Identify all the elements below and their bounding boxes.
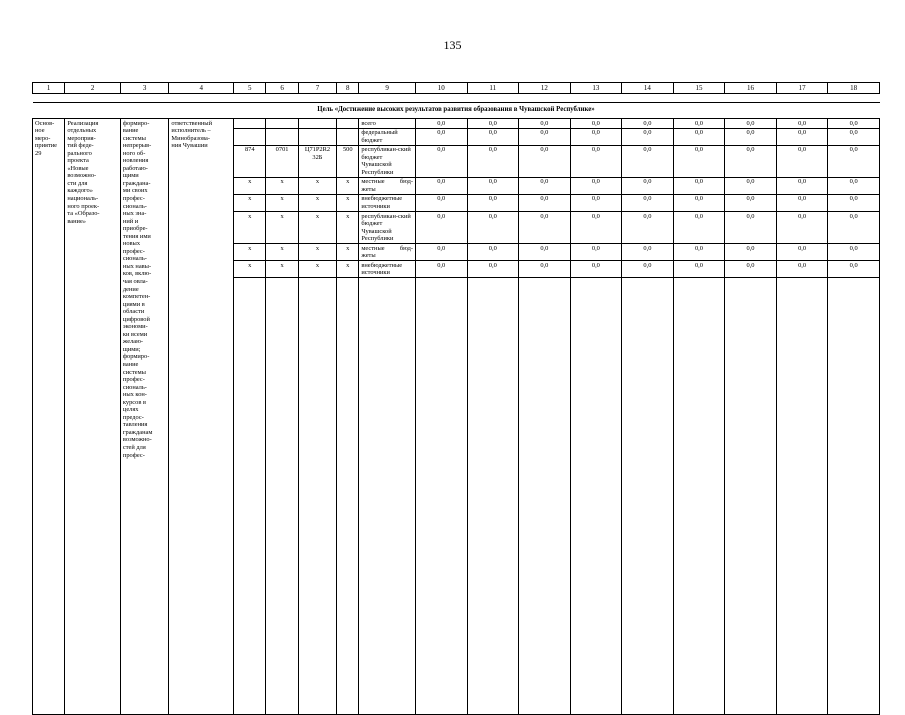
column-number-4: 4 [169, 83, 234, 94]
column-number-3: 3 [120, 83, 169, 94]
funding-source: республикан-ский бюджет Чувашской Республики [359, 212, 416, 244]
column-number-7: 7 [298, 83, 336, 94]
col3-line: профес- [122, 247, 145, 255]
value-cell: 0,0 [725, 244, 777, 261]
filler-cell [266, 278, 298, 715]
value-cell: 0,0 [776, 261, 828, 278]
col3-line: ного об- [122, 149, 146, 157]
col3-line: компетен- [122, 293, 151, 301]
col2-line: отдельных [67, 127, 97, 135]
column-number-15: 15 [673, 83, 725, 94]
col3-line: новления [122, 157, 149, 165]
value-cell: 0,0 [776, 244, 828, 261]
value-cell: 0,0 [828, 128, 880, 145]
code-c7: х [298, 244, 336, 261]
col3-line: профес- [122, 376, 145, 384]
code-c5 [234, 128, 266, 145]
value-cell: 0,0 [519, 194, 571, 211]
code-c6 [266, 119, 298, 129]
code-c8: х [337, 177, 359, 194]
value-cell: 0,0 [570, 261, 622, 278]
value-cell: 0,0 [622, 177, 674, 194]
col3-line: щими; [122, 345, 141, 353]
value-cell: 0,0 [570, 244, 622, 261]
col3-line: ков, вклю- [122, 270, 152, 278]
value-cell: 0,0 [467, 128, 519, 145]
column-number-14: 14 [622, 83, 674, 94]
col3-line: приобре- [122, 225, 148, 233]
column-number-8: 8 [337, 83, 359, 94]
col2-line: ного проек- [67, 202, 100, 210]
column-number-9: 9 [359, 83, 416, 94]
col3-line: профес- [122, 451, 145, 459]
code-c6: х [266, 261, 298, 278]
budget-table [32, 82, 880, 715]
spacer-cell [33, 94, 880, 103]
column-number-6: 6 [266, 83, 298, 94]
funding-source: всего [359, 119, 416, 129]
value-cell: 0,0 [725, 261, 777, 278]
code-c6: х [266, 212, 298, 244]
value-cell: 0,0 [776, 177, 828, 194]
value-cell: 0,0 [673, 244, 725, 261]
col4-line: ответственный [171, 119, 212, 127]
col2-cell [65, 119, 121, 715]
value-cell: 0,0 [828, 177, 880, 194]
col2-line: каждого» [67, 187, 93, 195]
col3-line: новых [122, 240, 141, 248]
value-cell: 0,0 [519, 212, 571, 244]
filler-cell [673, 278, 725, 715]
value-cell: 0,0 [415, 128, 467, 145]
col3-line: циями в [122, 300, 145, 308]
page-number: 135 [443, 38, 462, 52]
value-cell: 0,0 [415, 244, 467, 261]
col4-line: Минобразова- [171, 134, 210, 142]
column-number-13: 13 [570, 83, 622, 94]
value-cell: 0,0 [467, 212, 519, 244]
value-cell: 0,0 [776, 128, 828, 145]
goal-title: Цель «Достижение высоких результатов развития образования в Чувашской Республике» [33, 103, 880, 119]
filler-cell [359, 278, 416, 715]
value-cell: 0,0 [415, 177, 467, 194]
value-cell: 0,0 [673, 145, 725, 177]
col3-line: профес- [122, 194, 145, 202]
code-c5: х [234, 212, 266, 244]
col3-line: гражданам [122, 428, 153, 436]
code-c5: х [234, 244, 266, 261]
col3-line: формиро- [122, 119, 150, 127]
col3-line: вание [122, 361, 139, 368]
value-cell: 0,0 [673, 128, 725, 145]
value-cell: 0,0 [828, 145, 880, 177]
col4-line: ния Чувашии [171, 142, 208, 150]
col2-line: сти для [67, 179, 88, 187]
code-c8: 500 [337, 145, 359, 177]
value-cell: 0,0 [828, 261, 880, 278]
value-cell: 0,0 [828, 194, 880, 211]
code-c5: х [234, 177, 266, 194]
column-number-1: 1 [33, 83, 65, 94]
value-cell: 0,0 [622, 212, 674, 244]
value-cell: 0,0 [519, 261, 571, 278]
code-c5 [234, 119, 266, 129]
filler-cell [467, 278, 519, 715]
col2-line: «Новые [67, 164, 89, 172]
col3-line: чая овла- [122, 277, 148, 285]
funding-source: местные бюд-жеты [359, 177, 416, 194]
col3-line: целях [122, 406, 139, 414]
table-row [33, 119, 880, 129]
col1-line: ное [35, 127, 45, 135]
code-c7: х [298, 177, 336, 194]
col3-line: непрерыв- [122, 142, 152, 150]
funding-source: федеральный бюджет [359, 128, 416, 145]
value-cell: 0,0 [415, 194, 467, 211]
filler-cell [776, 278, 828, 715]
col3-line: области [122, 308, 145, 316]
col2-line: рального [67, 149, 92, 157]
column-number-2: 2 [65, 83, 121, 94]
value-cell: 0,0 [519, 119, 571, 129]
code-c5: х [234, 261, 266, 278]
code-c5: х [234, 194, 266, 211]
col3-line: ки всеми [122, 330, 148, 338]
col2-line: возможно- [67, 172, 97, 180]
value-cell: 0,0 [622, 194, 674, 211]
column-number-10: 10 [415, 83, 467, 94]
col1-cell [33, 119, 65, 715]
value-cell: 0,0 [622, 128, 674, 145]
value-cell: 0,0 [776, 212, 828, 244]
col3-line: системы [122, 134, 146, 142]
col2-line: Реализация [67, 119, 99, 127]
value-cell: 0,0 [467, 145, 519, 177]
code-c7 [298, 119, 336, 129]
value-cell: 0,0 [776, 194, 828, 211]
value-cell: 0,0 [467, 194, 519, 211]
value-cell: 0,0 [467, 261, 519, 278]
value-cell: 0,0 [725, 194, 777, 211]
code-c6: х [266, 177, 298, 194]
code-c8 [337, 119, 359, 129]
value-cell: 0,0 [467, 244, 519, 261]
value-cell: 0,0 [519, 128, 571, 145]
col3-line: тения ими [122, 232, 151, 240]
code-c6: х [266, 194, 298, 211]
col4-cell [169, 119, 234, 715]
col1-line: приятие [35, 142, 58, 150]
value-cell: 0,0 [725, 128, 777, 145]
column-number-17: 17 [776, 83, 828, 94]
col3-line: щими [122, 172, 139, 180]
value-cell: 0,0 [673, 261, 725, 278]
code-c8: х [337, 212, 359, 244]
code-c8 [337, 128, 359, 145]
col3-cell [120, 119, 169, 715]
column-number-11: 11 [467, 83, 519, 94]
value-cell: 0,0 [673, 212, 725, 244]
value-cell: 0,0 [467, 119, 519, 129]
col2-line: проекта [67, 157, 89, 165]
filler-cell [415, 278, 467, 715]
col3-line: граждана- [122, 179, 151, 187]
code-c7: Ц71Р2R2 32Б [298, 145, 336, 177]
col2-line: тий феде- [67, 142, 94, 150]
value-cell: 0,0 [673, 177, 725, 194]
col3-line: курсов в [122, 398, 146, 406]
col2-line: мероприя- [67, 134, 96, 142]
value-cell: 0,0 [725, 177, 777, 194]
col3-line: системы [122, 368, 146, 376]
code-c7 [298, 128, 336, 145]
code-c7: х [298, 194, 336, 211]
value-cell: 0,0 [415, 212, 467, 244]
value-cell: 0,0 [673, 194, 725, 211]
value-cell: 0,0 [415, 119, 467, 129]
value-cell: 0,0 [725, 212, 777, 244]
col3-line: дение [122, 285, 139, 293]
spacer-row [33, 94, 880, 103]
col2-line: националь- [67, 194, 99, 202]
filler-cell [519, 278, 571, 715]
col1-line: 29 [35, 149, 42, 157]
filler-cell [298, 278, 336, 715]
col3-line: тавления [122, 421, 148, 429]
funding-source: внебюджетные источники [359, 194, 416, 211]
value-cell: 0,0 [415, 261, 467, 278]
value-cell: 0,0 [570, 212, 622, 244]
value-cell: 0,0 [828, 244, 880, 261]
value-cell: 0,0 [725, 145, 777, 177]
column-number-18: 18 [828, 83, 880, 94]
value-cell: 0,0 [673, 119, 725, 129]
col3-line: стей для [122, 444, 146, 452]
col3-line: экономи- [122, 323, 148, 331]
filler-cell [570, 278, 622, 715]
code-c6: х [266, 244, 298, 261]
filler-cell [337, 278, 359, 715]
col3-line: цифровой [122, 315, 150, 323]
col3-line: ных кон- [122, 391, 147, 399]
code-c8: х [337, 194, 359, 211]
filler-cell [828, 278, 880, 715]
col3-line: предос- [122, 413, 144, 421]
code-c6: 0701 [266, 145, 298, 177]
col3-line: вание [122, 127, 139, 135]
filler-cell [725, 278, 777, 715]
filler-cell [622, 278, 674, 715]
value-cell: 0,0 [776, 119, 828, 129]
col3-line: ных зна- [122, 210, 147, 218]
column-number-16: 16 [725, 83, 777, 94]
value-cell: 0,0 [725, 119, 777, 129]
value-cell: 0,0 [776, 145, 828, 177]
col1-line: меро- [35, 134, 51, 142]
col3-line: сиональ- [122, 383, 147, 391]
filler-cell [234, 278, 266, 715]
col3-line: сиональ- [122, 202, 147, 210]
code-c8: х [337, 244, 359, 261]
value-cell: 0,0 [570, 119, 622, 129]
funding-source: республикан-ский бюджет Чувашской Республики [359, 145, 416, 177]
value-cell: 0,0 [622, 261, 674, 278]
col3-line: сиональ- [122, 255, 147, 263]
column-number-12: 12 [519, 83, 571, 94]
value-cell: 0,0 [570, 177, 622, 194]
value-cell: 0,0 [519, 177, 571, 194]
value-cell: 0,0 [570, 145, 622, 177]
code-c7: х [298, 261, 336, 278]
goal-row [33, 103, 880, 119]
col3-line: формиро- [122, 353, 150, 361]
value-cell: 0,0 [622, 244, 674, 261]
code-c7: х [298, 212, 336, 244]
col2-line: вание» [67, 217, 86, 225]
column-number-row [33, 83, 880, 94]
code-c8: х [337, 261, 359, 278]
col3-line: желаю- [122, 338, 144, 346]
column-number-5: 5 [234, 83, 266, 94]
col3-line: ми своих [122, 187, 148, 195]
col1-line: Основ- [35, 119, 55, 127]
col3-line: работаю- [122, 164, 148, 172]
code-c6 [266, 128, 298, 145]
col4-line: исполнитель – [171, 127, 211, 135]
value-cell: 0,0 [570, 194, 622, 211]
value-cell: 0,0 [622, 119, 674, 129]
value-cell: 0,0 [828, 119, 880, 129]
value-cell: 0,0 [570, 128, 622, 145]
col3-line: ний и [122, 217, 139, 225]
value-cell: 0,0 [415, 145, 467, 177]
col2-line: та «Образо- [67, 210, 100, 218]
col3-line: возможно- [122, 436, 152, 444]
value-cell: 0,0 [519, 145, 571, 177]
col3-line: ных навы- [122, 262, 152, 270]
value-cell: 0,0 [828, 212, 880, 244]
funding-source: местные бюд-жеты [359, 244, 416, 261]
value-cell: 0,0 [467, 177, 519, 194]
value-cell: 0,0 [519, 244, 571, 261]
value-cell: 0,0 [622, 145, 674, 177]
funding-source: внебюджетные источники [359, 261, 416, 278]
code-c5: 874 [234, 145, 266, 177]
